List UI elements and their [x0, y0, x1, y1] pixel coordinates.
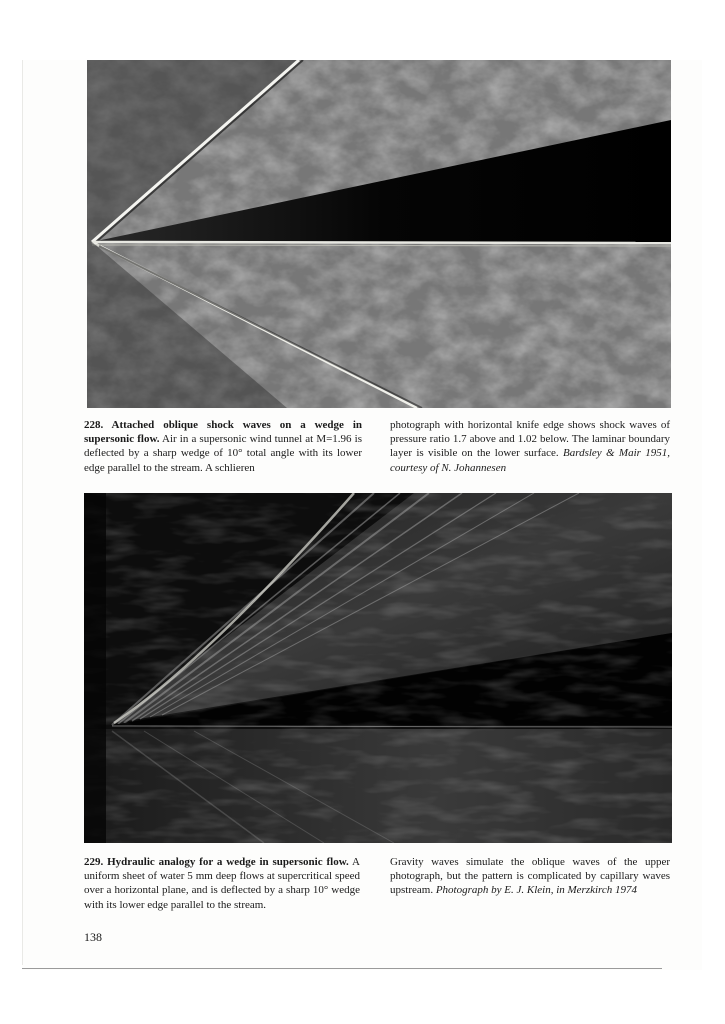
- hydraulic-analogy-photograph: [84, 493, 672, 843]
- schlieren-photograph: [87, 60, 671, 408]
- figure-229-caption-left: 229. Hydraulic analogy for a wedge in supersonic flow. A uniform sheet of water 5 mm deep flows at supercritical speed over a horizontal plane, and is deflected by a sharp 10° wedge with its lower edge parallel to the stream.: [84, 856, 360, 911]
- page-edge: [22, 60, 23, 965]
- page-number: 138: [84, 930, 102, 944]
- bottom-rule: [22, 968, 662, 969]
- figure-229-caption-right: Gravity waves simulate the oblique waves of the upper photograph, but the pattern is complicated by capillary waves upstream. Photograph by E. J. Klein, in Merzkirch 1974: [390, 856, 670, 897]
- figure-228-caption-right: photograph with horizontal knife edge shows shock waves of pressure ratio 1.7 above and 1.02 below. The laminar boundary layer is visible on the lower surface. Bardsley & Mair 1951, courtesy of N. Johannesen: [390, 419, 671, 474]
- figure-228-caption-left: 228. Attached oblique shock waves on a wedge in supersonic flow. Air in a supersonic wind tunnel at M=1.96 is deflected by a sharp wedge of 10° total angle with its lower edge parallel to the stream. A schlieren: [84, 419, 362, 474]
